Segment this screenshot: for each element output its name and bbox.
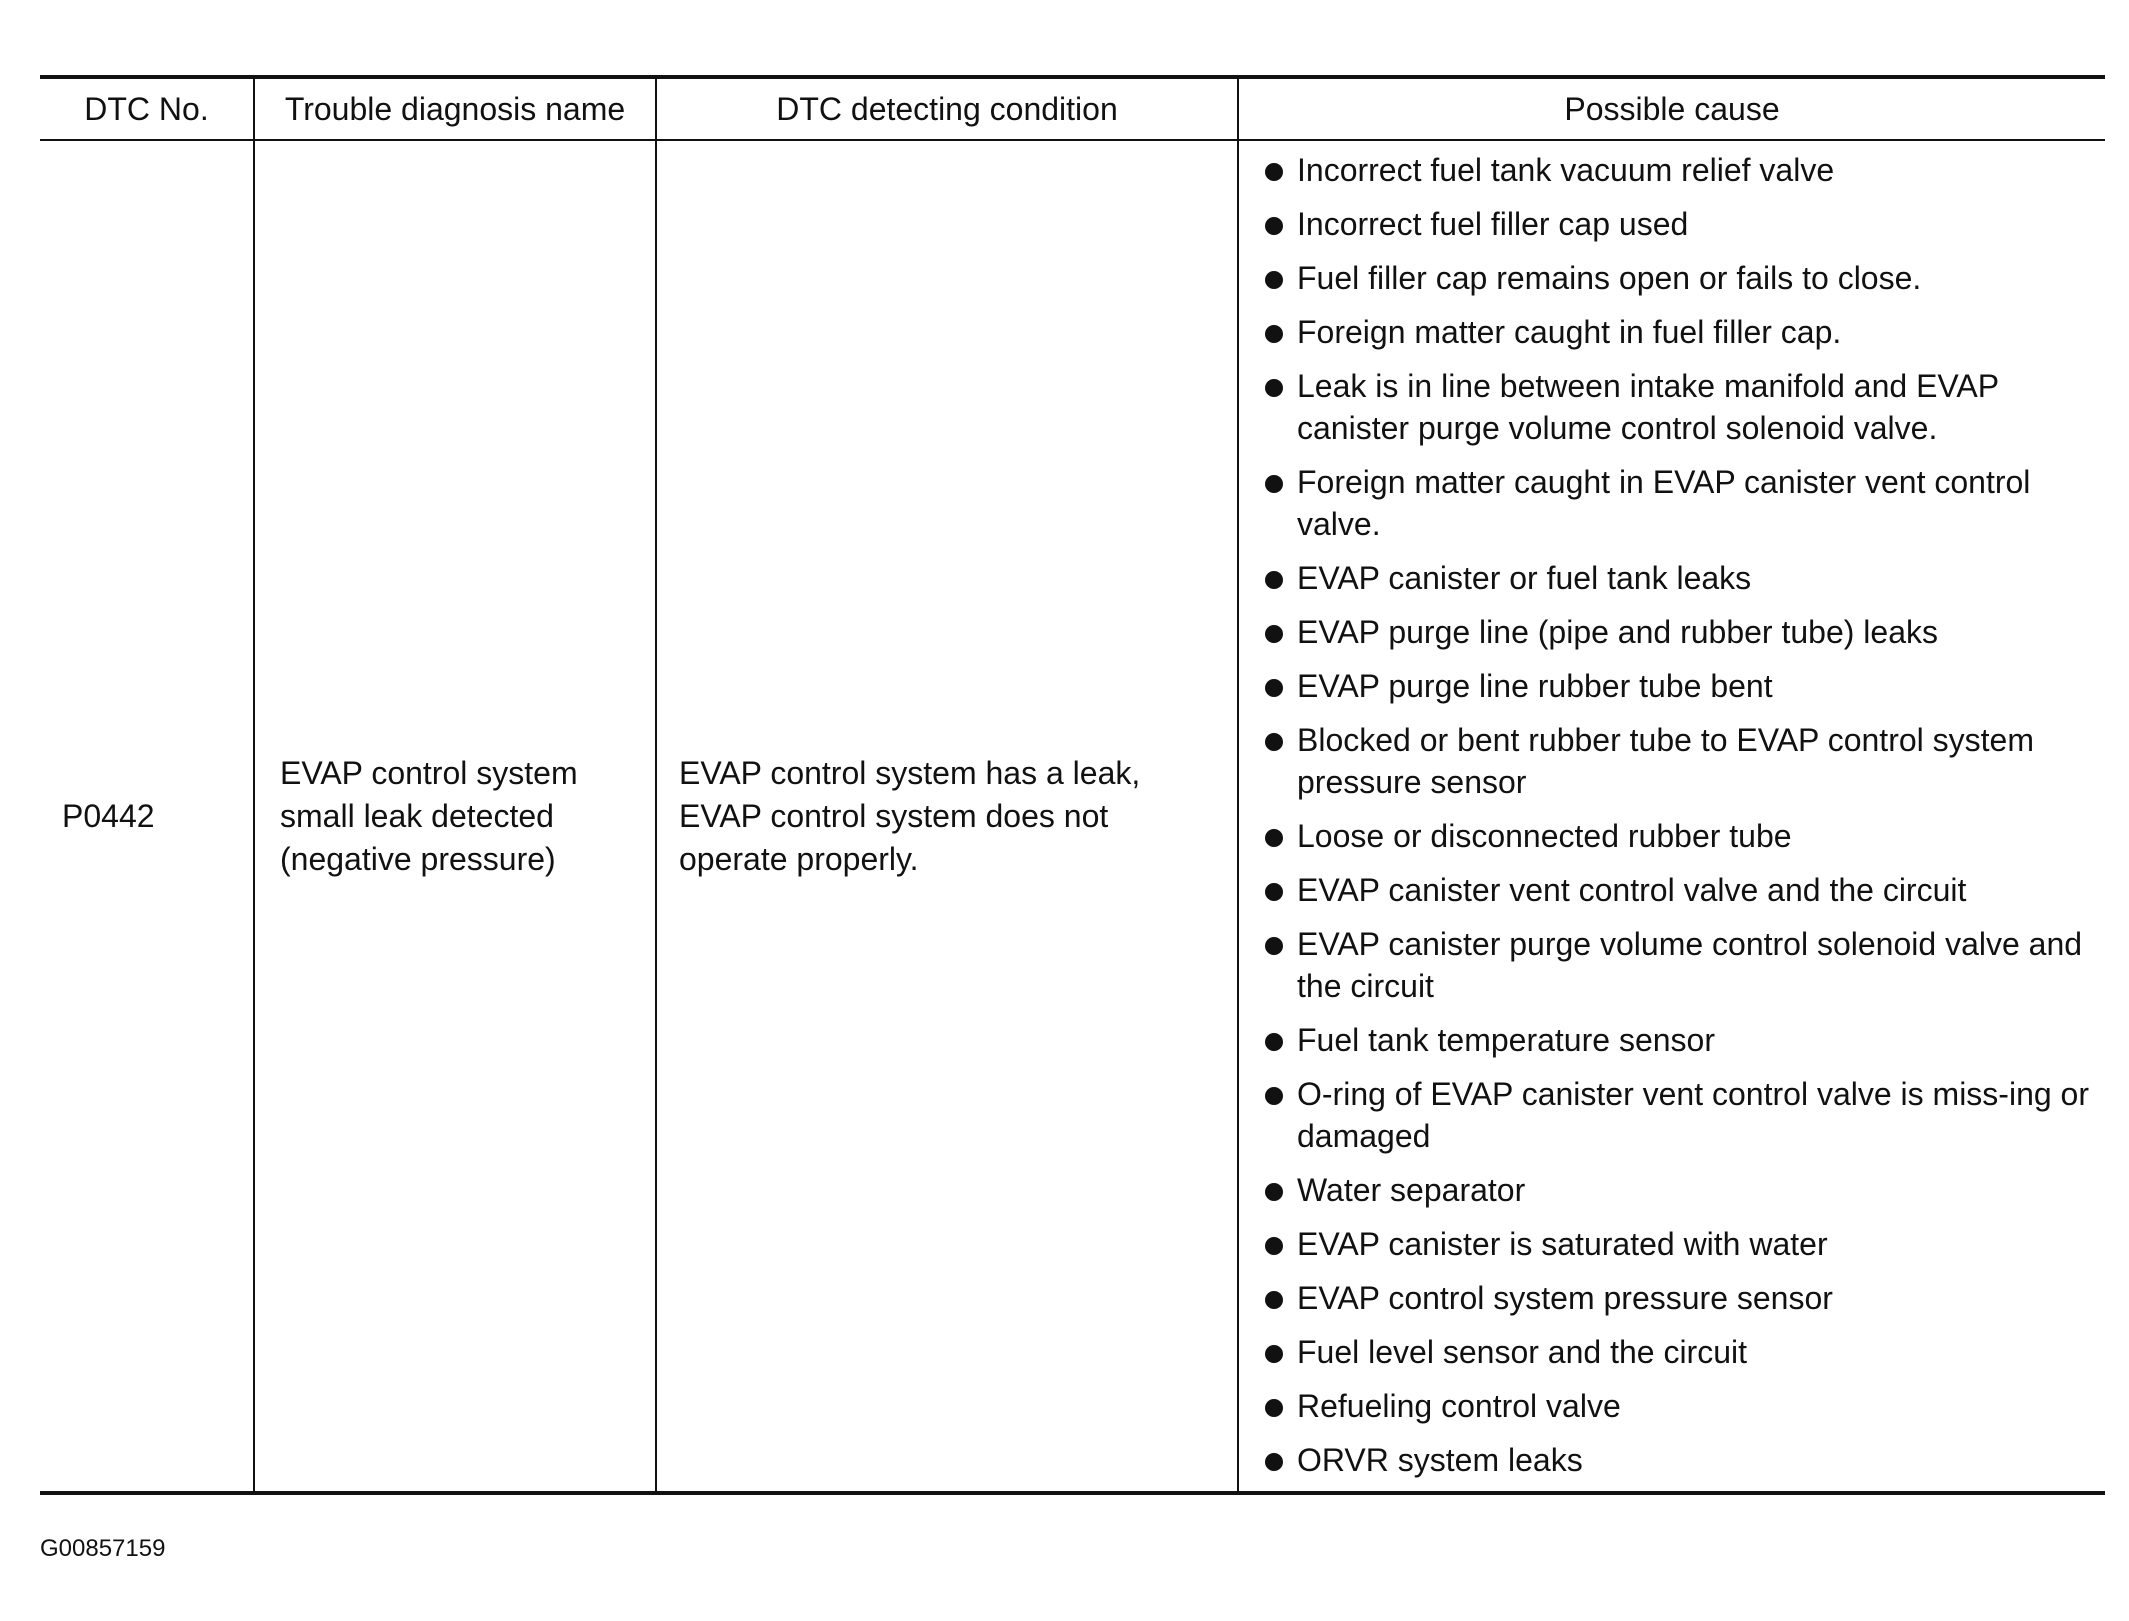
bullet-icon — [1265, 271, 1283, 289]
possible-cause-text: O-ring of EVAP canister vent control valve is miss-ing or damaged — [1297, 1076, 2089, 1154]
possible-cause-item — [1263, 203, 2095, 245]
possible-cause-item — [1263, 665, 2095, 707]
header-diagnosis-name: Trouble diagnosis name — [254, 77, 656, 140]
possible-cause-text: Fuel filler cap remains open or fails to close. — [1297, 260, 1922, 296]
possible-cause-item — [1263, 257, 2095, 299]
possible-cause-text: EVAP canister or fuel tank leaks — [1297, 560, 1752, 596]
possible-cause-item — [1263, 1169, 2095, 1211]
possible-cause-text: EVAP purge line rubber tube bent — [1297, 668, 1773, 704]
possible-cause-item — [1263, 869, 2095, 911]
possible-cause-text: EVAP purge line (pipe and rubber tube) leaks — [1297, 614, 1938, 650]
bullet-icon — [1265, 733, 1283, 751]
possible-cause-item — [1263, 719, 2095, 803]
possible-cause-item — [1263, 311, 2095, 353]
header-dtc-no: DTC No. — [84, 90, 209, 127]
bullet-icon — [1265, 1453, 1283, 1471]
possible-cause-text: Fuel tank temperature sensor — [1297, 1022, 1715, 1058]
possible-cause-item — [1263, 1331, 2095, 1373]
possible-cause-text: Water separator — [1297, 1172, 1526, 1208]
header-row — [40, 77, 2105, 140]
possible-cause-text: Fuel level sensor and the circuit — [1297, 1334, 1747, 1370]
possible-cause-item — [1263, 1019, 2095, 1061]
table-row — [40, 140, 2105, 1493]
bullet-icon — [1265, 625, 1283, 643]
table-header — [40, 77, 2105, 140]
detecting-condition-cell: EVAP control system has a leak, EVAP control system does not operate properly. — [656, 140, 1238, 1493]
possible-cause-item — [1263, 815, 2095, 857]
bullet-icon — [1265, 1399, 1283, 1417]
table-body — [40, 140, 2105, 1493]
possible-cause-text: EVAP control system pressure sensor — [1297, 1280, 1833, 1316]
bullet-icon — [1265, 379, 1283, 397]
bullet-icon — [1265, 883, 1283, 901]
possible-cause-text: EVAP canister purge volume control solenoid valve and the circuit — [1297, 926, 2083, 1004]
possible-cause-text: EVAP canister is saturated with water — [1297, 1226, 1828, 1262]
possible-cause-item — [1263, 1223, 2095, 1265]
bullet-icon — [1265, 475, 1283, 493]
bullet-icon — [1265, 571, 1283, 589]
possible-cause-text: Blocked or bent rubber tube to EVAP control system pressure sensor — [1297, 722, 2034, 800]
possible-cause-item — [1263, 149, 2095, 191]
possible-cause-item — [1263, 1385, 2095, 1427]
possible-cause-text: Foreign matter caught in fuel filler cap. — [1297, 314, 1842, 350]
bullet-icon — [1265, 1291, 1283, 1309]
possible-cause-list — [1263, 149, 2095, 1481]
possible-cause-item — [1263, 365, 2095, 449]
bullet-icon — [1265, 1033, 1283, 1051]
possible-cause-text: Leak is in line between intake manifold and EVAP canister purge volume control solenoid valve. — [1297, 368, 1999, 446]
dtc-table — [40, 75, 2105, 1495]
possible-cause-text: Loose or disconnected rubber tube — [1297, 818, 1792, 854]
possible-cause-item — [1263, 1439, 2095, 1481]
diagnosis-name-cell: EVAP control system small leak detected (negative pressure) — [254, 140, 656, 1493]
dtc-code-cell: P0442 — [62, 797, 155, 834]
bullet-icon — [1265, 1237, 1283, 1255]
possible-cause-text: ORVR system leaks — [1297, 1442, 1583, 1478]
possible-cause-text: Foreign matter caught in EVAP canister vent control valve. — [1297, 464, 2031, 542]
bullet-icon — [1265, 1345, 1283, 1363]
possible-cause-item — [1263, 611, 2095, 653]
bullet-icon — [1265, 325, 1283, 343]
bullet-icon — [1265, 163, 1283, 181]
possible-cause-text: EVAP canister vent control valve and the circuit — [1297, 872, 1967, 908]
header-possible-cause: Possible cause — [1238, 77, 2105, 140]
possible-cause-text: Incorrect fuel filler cap used — [1297, 206, 1689, 242]
bullet-icon — [1265, 829, 1283, 847]
possible-cause-item — [1263, 1073, 2095, 1157]
possible-cause-text: Refueling control valve — [1297, 1388, 1621, 1424]
possible-cause-item — [1263, 461, 2095, 545]
figure-id: G00857159 — [40, 1535, 166, 1562]
possible-cause-text: Incorrect fuel tank vacuum relief valve — [1297, 152, 1835, 188]
bullet-icon — [1265, 1087, 1283, 1105]
possible-cause-cell — [1238, 140, 2105, 1493]
possible-cause-item — [1263, 1277, 2095, 1319]
header-detecting-condition: DTC detecting condition — [656, 77, 1238, 140]
possible-cause-item — [1263, 557, 2095, 599]
possible-cause-item — [1263, 923, 2095, 1007]
bullet-icon — [1265, 1183, 1283, 1201]
bullet-icon — [1265, 679, 1283, 697]
bullet-icon — [1265, 937, 1283, 955]
bullet-icon — [1265, 217, 1283, 235]
